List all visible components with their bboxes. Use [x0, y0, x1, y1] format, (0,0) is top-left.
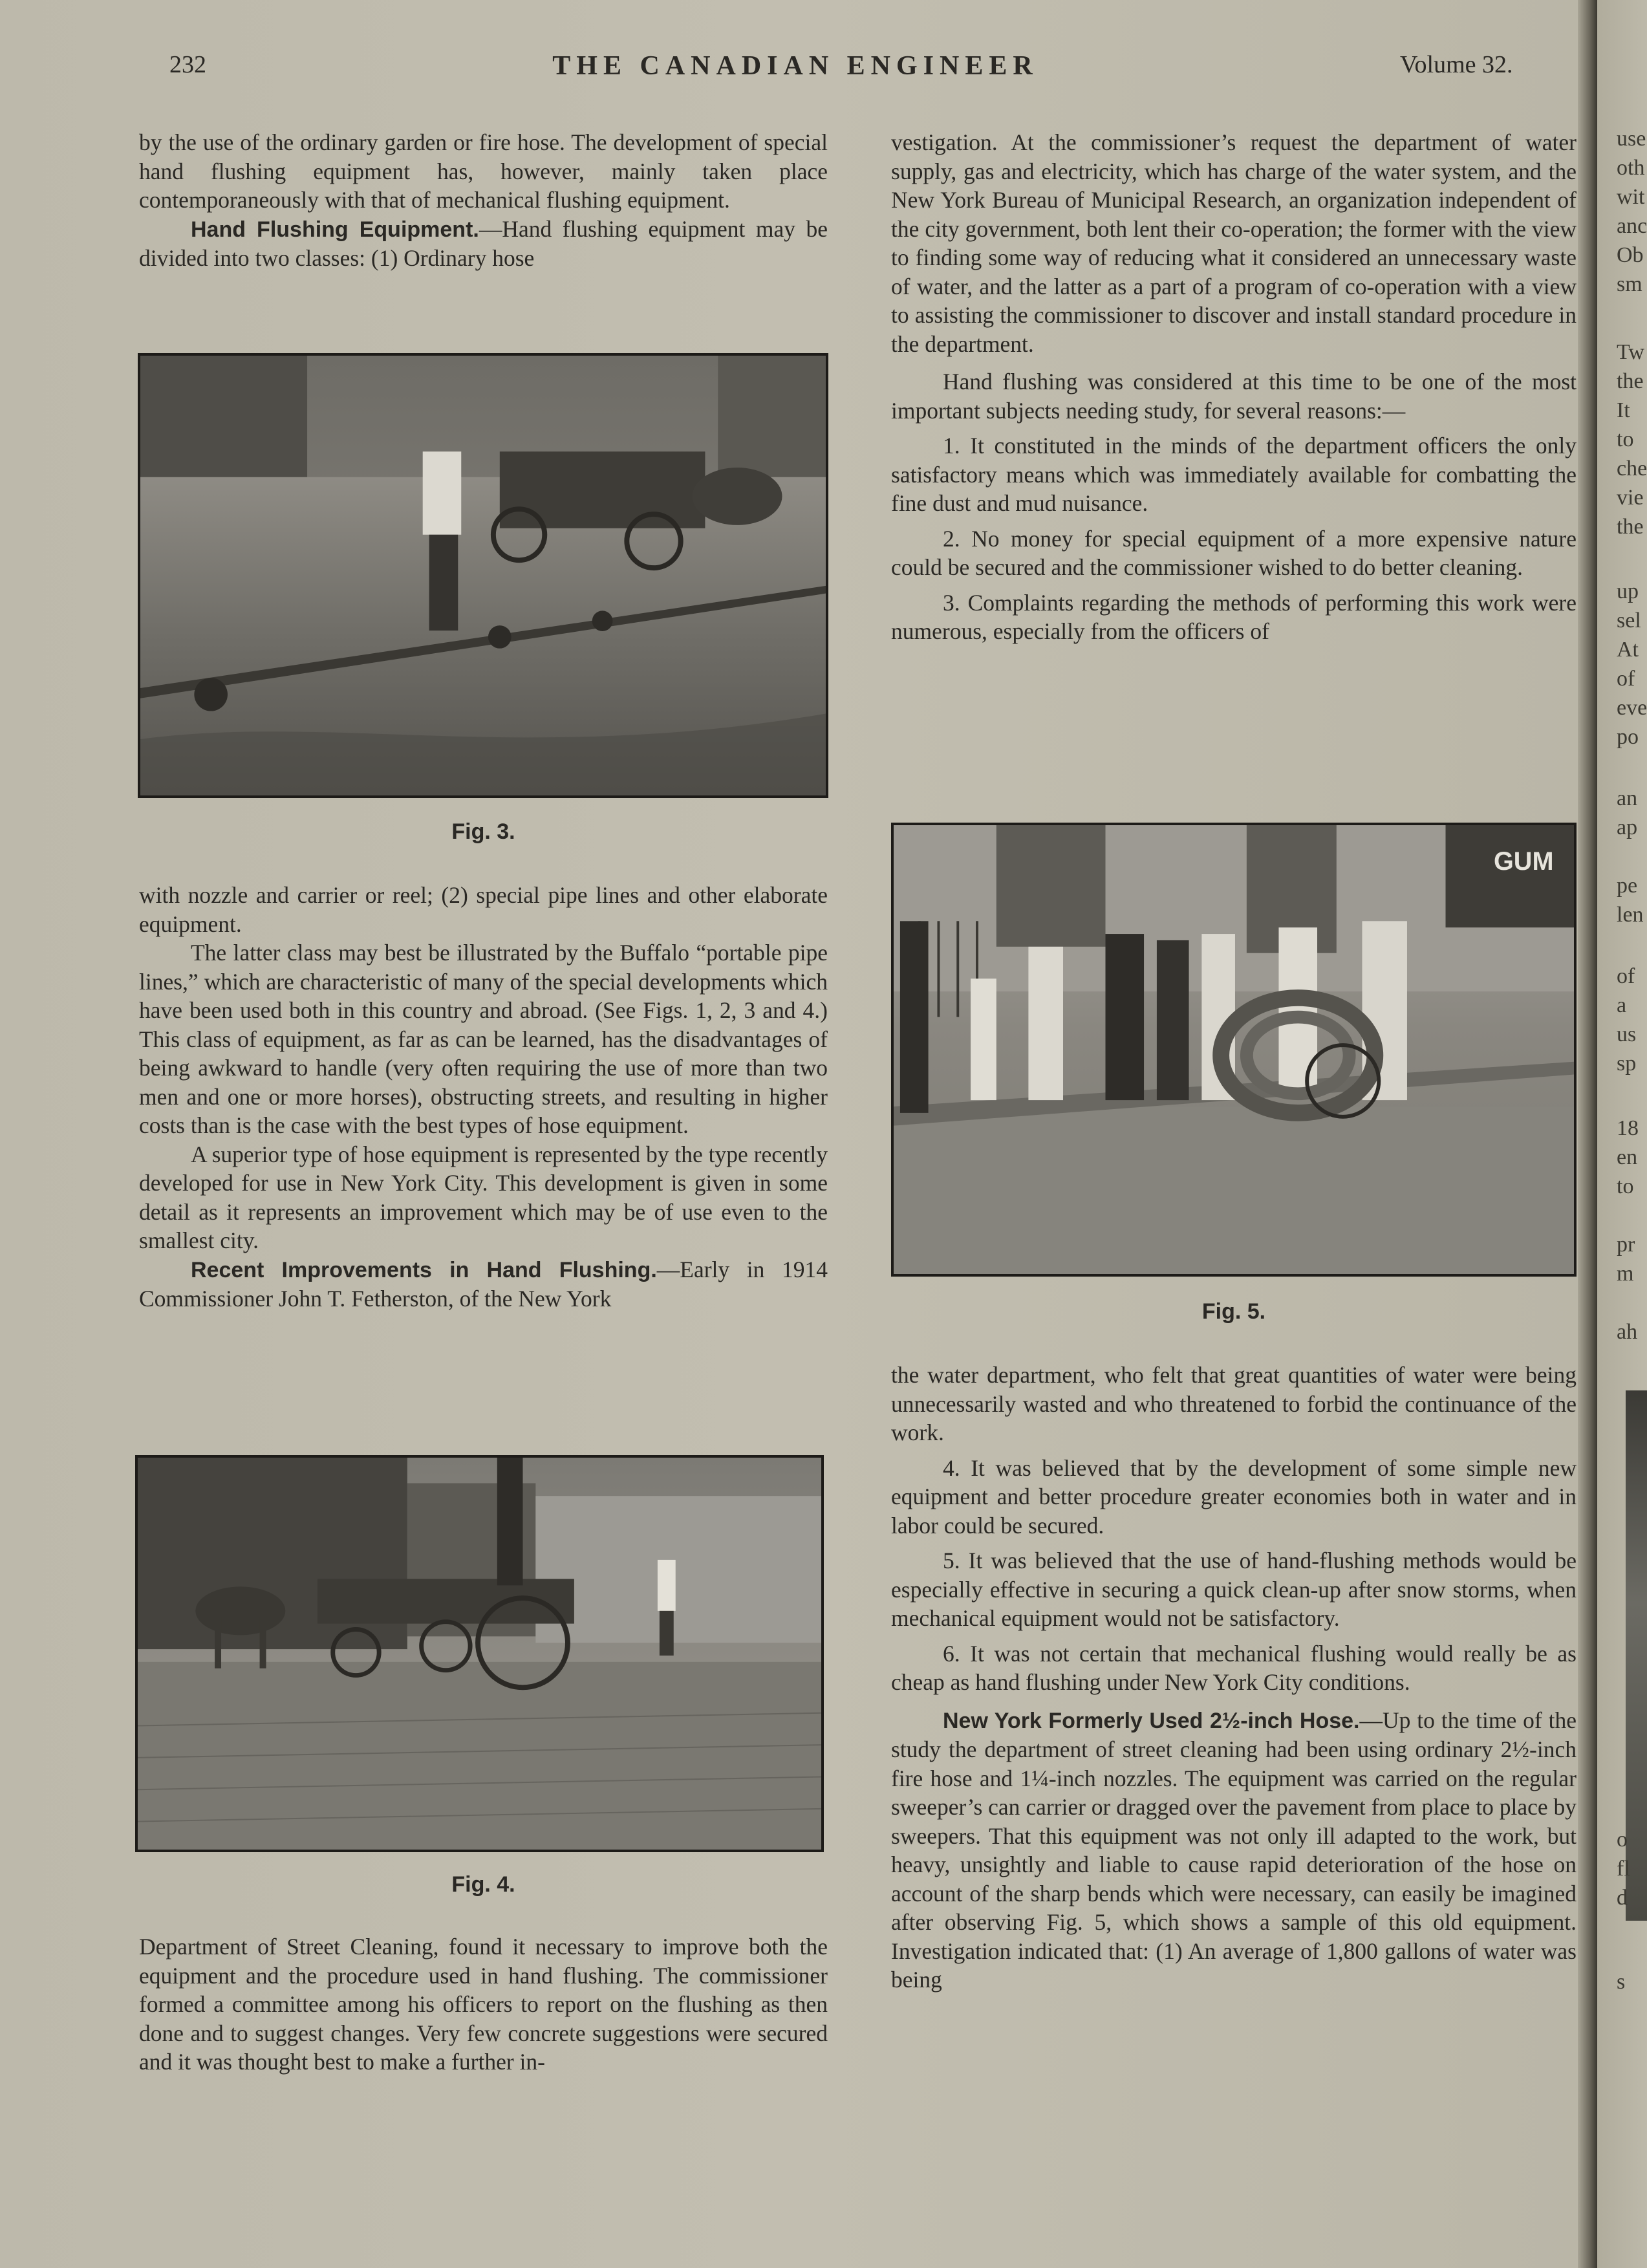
paragraph-text: —Hand flushing equipment may be divided into two classes: (1) Ordinary hose	[139, 215, 828, 271]
adjacent-text-fragment: to	[1617, 427, 1634, 451]
adjacent-text-fragment: 18	[1617, 1116, 1639, 1140]
figure-5-caption: Fig. 5.	[1201, 1299, 1266, 1324]
figure-4-caption: Fig. 4.	[451, 1872, 515, 1897]
reason-item: 4. It was believed that by the development of some simple new equipment and better procedure greater economies both in water and in labor could be secured.	[891, 1454, 1577, 1539]
figure-5-photo	[891, 823, 1577, 1277]
book-gutter	[1578, 0, 1597, 2268]
figure-4-photo	[135, 1455, 824, 1852]
volume-label: Volume 32.	[1400, 51, 1513, 78]
adjacent-text-fragment: o	[1617, 1828, 1628, 1852]
adjacent-text-fragment: pe	[1617, 874, 1638, 898]
adjacent-text-fragment: us	[1617, 1022, 1637, 1046]
adjacent-text-fragment: oth	[1617, 156, 1645, 180]
adjacent-text-fragment: d	[1617, 1886, 1628, 1910]
gum-sign-text: GUM	[1493, 847, 1554, 876]
adjacent-text-fragment: up	[1617, 579, 1639, 603]
adjacent-photo-edge	[1626, 1390, 1647, 1921]
adjacent-text-fragment: po	[1617, 725, 1639, 749]
adjacent-text-fragment: eve	[1617, 696, 1647, 720]
figure-3-caption: Fig. 3.	[451, 819, 515, 844]
reason-item: 2. No money for special equipment of a more expensive nature could be secured and the commissioner wished to do better cleaning.	[891, 525, 1577, 580]
adjacent-text-fragment: to	[1617, 1174, 1634, 1198]
adjacent-text-fragment: ah	[1617, 1320, 1638, 1344]
adjacent-text-fragment: It	[1617, 398, 1630, 422]
adjacent-text-fragment: the	[1617, 369, 1644, 393]
adjacent-text-fragment: sel	[1617, 609, 1641, 632]
adjacent-text-fragment: vie	[1617, 486, 1644, 510]
paragraph: the water department, who felt that great quantities of water were being unnecessarily wasted and who threatened to forbid the continuance of the work.	[891, 1362, 1577, 1445]
adjacent-text-fragment: len	[1617, 903, 1644, 927]
reason-item: 1. It constituted in the minds of the department officers the only satisfactory means which was immediately available for combatting the fine dust and mud nuisance.	[891, 433, 1577, 516]
left-column-intro	[139, 128, 828, 273]
paragraph: vestigation. At the commissioner’s request the department of water supply, gas and electricity, which has charge of the water system, and the New York Bureau of Municipal Research, an organization independent of the city government, both lent their co-operation; the former with the view to finding some way of reducing what it considered an unnecessary waste of water, and the latter as a part of a program of co-operation with a view to assisting the commissioner to discover and install standard procedure in the department.	[891, 129, 1577, 357]
left-column-bottom	[139, 1932, 828, 2077]
adjacent-text-fragment: che	[1617, 457, 1647, 481]
adjacent-text-fragment: ap	[1617, 815, 1638, 839]
adjacent-text-fragment: s	[1617, 1970, 1626, 1994]
adjacent-text-fragment: sm	[1617, 272, 1642, 296]
adjacent-text-fragment: wit	[1617, 185, 1645, 209]
paragraph: Department of Street Cleaning, found it necessary to improve both the equipment and the procedure used in hand flushing. The commissioner formed a committee among his officers to report on the flushing as then done and to suggest changes. Very few concrete suggestions were secured and it was thought best to make a further in-	[139, 1934, 828, 2075]
reason-item: 3. Complaints regarding the methods of performing this work were numerous, especially from the officers of	[891, 589, 1577, 644]
figure-3-photo	[138, 353, 828, 798]
paragraph-text: —Early in 1914 Commissioner John T. Fetherston, of the New York	[139, 1256, 828, 1312]
adjacent-text-fragment: sp	[1617, 1052, 1637, 1075]
adjacent-page-edge	[1597, 0, 1647, 2268]
left-column-middle	[139, 881, 828, 1313]
paragraph	[139, 1255, 828, 1313]
paragraph	[139, 215, 828, 273]
reason-item: 5. It was believed that the use of hand-flushing methods would be especially effective in securing a quick clean-up after snow storms, when mechanical equipment would not be satisfactory.	[891, 1548, 1577, 1631]
journal-title: THE CANADIAN ENGINEER	[552, 51, 1039, 81]
paragraph: Hand flushing was considered at this time to be one of the most important subjects needing study, for several reasons:—	[891, 369, 1577, 424]
adjacent-text-fragment: Ob	[1617, 243, 1644, 267]
adjacent-text-fragment: pr	[1617, 1233, 1635, 1257]
adjacent-text-fragment: of	[1617, 667, 1635, 691]
adjacent-text-fragment: anc	[1617, 214, 1647, 238]
paragraph: with nozzle and carrier or reel; (2) special pipe lines and other elaborate equipment.	[139, 882, 828, 937]
adjacent-text-fragment: use	[1617, 127, 1646, 151]
paragraph: The latter class may best be illustrated by the Buffalo “portable pipe lines,” which are characteristic of many of the special developments which have been used both in this country and abroad. (See Figs. 1, 2, 3 and 4.) This class of equipment, as far as can be learned, has the disadvantages of being awkward to handle (very often requiring the use of more than two men and one or more horses), obstructing streets, and resulting in higher costs than is the case with the best types of hose equipment.	[139, 940, 828, 1138]
section-heading: Hand Flushing Equipment.	[191, 217, 479, 242]
adjacent-text-fragment: Tw	[1617, 340, 1644, 364]
section-heading: New York Formerly Used 2½-inch Hose.	[943, 1708, 1360, 1733]
figure-3-image	[140, 356, 826, 795]
paragraph-text: —Up to the time of the study the department of street cleaning had been using ordinary 2½-inch fire hose and 1¼-inch nozzles. The equipment was carried on the regular sweeper’s can carrier or dragged over the pavement from place to place by sweepers. That this equipment was not only ill adapted to the work, but heavy, unsightly and liable to cause rapid deterioration of the hose on account of the sharp bends which were necessary, can easily be imagined after observing Fig. 5, which shows a sample of this old equipment. Investigation indicated that: (1) An average of 1,800 gallons of water was being	[891, 1707, 1577, 1993]
page-number: 232	[169, 51, 206, 78]
adjacent-text-fragment: the	[1617, 515, 1644, 539]
reason-item: 6. It was not certain that mechanical flushing would really be as cheap as hand flushing under New York City conditions.	[891, 1640, 1577, 1695]
adjacent-text-fragment: of	[1617, 964, 1635, 988]
paragraph: by the use of the ordinary garden or fire hose. The development of special hand flushing equipment has, however, mainly taken place contemporaneously with that of mechanical flushing equipment.	[139, 129, 828, 213]
adjacent-text-fragment: At	[1617, 638, 1639, 662]
adjacent-text-fragment: en	[1617, 1145, 1638, 1169]
paragraph	[891, 1706, 1577, 1994]
paragraph: A superior type of hose equipment is represented by the type recently developed for use in New York City. This development is given in some detail as it represents an improvement which may be of use even to the smallest city.	[139, 1141, 828, 1253]
running-header	[0, 50, 1591, 89]
adjacent-text-fragment: fl	[1617, 1857, 1630, 1881]
figure-5-image	[894, 825, 1574, 1274]
adjacent-text-fragment: m	[1617, 1262, 1634, 1286]
section-heading: Recent Improvements in Hand Flushing.	[191, 1257, 657, 1282]
right-column-bottom	[891, 1361, 1577, 1994]
adjacent-text-fragment: an	[1617, 786, 1638, 810]
right-column-top	[891, 128, 1577, 646]
adjacent-text-fragment: a	[1617, 993, 1627, 1017]
figure-4-image	[138, 1458, 821, 1850]
